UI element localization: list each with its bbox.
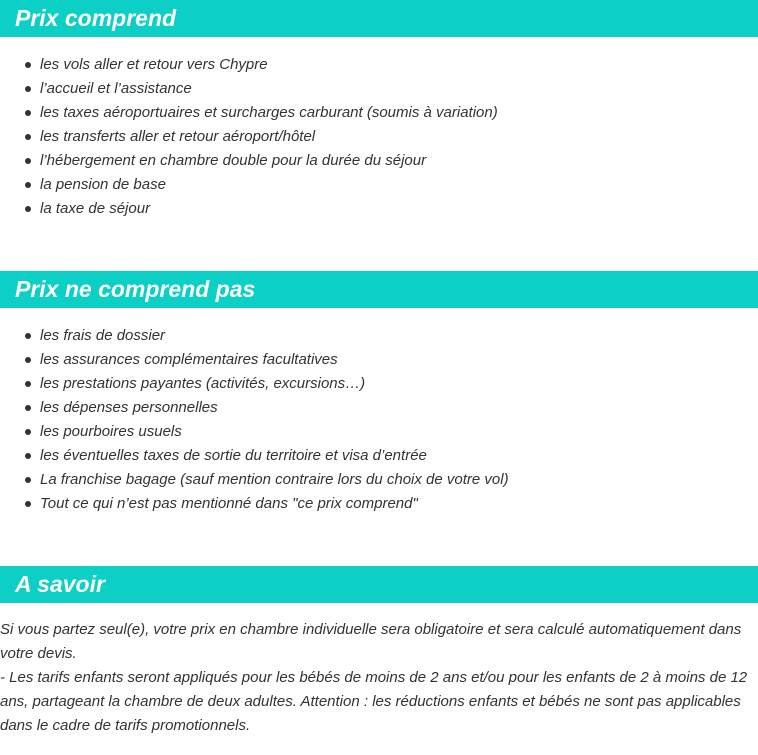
list-item: les taxes aéroportuaires et surcharges carburant (soumis à variation): [0, 101, 498, 125]
section-title-info: A savoir: [0, 566, 758, 603]
list-item: la taxe de séjour: [0, 197, 498, 221]
excluded-list: [0, 324, 509, 516]
section-title-included: Prix comprend: [0, 0, 758, 37]
info-text: [0, 618, 752, 738]
info-paragraph: Si vous partez seul(e), votre prix en chambre individuelle sera obligatoire et sera calculé automatiquement dans votre devis.: [0, 621, 742, 662]
included-list: [0, 53, 498, 221]
section-title-excluded: Prix ne comprend pas: [0, 271, 758, 308]
list-item: La franchise bagage (sauf mention contraire lors du choix de votre vol): [0, 468, 509, 492]
list-item: Tout ce qui n’est pas mentionné dans "ce prix comprend": [0, 492, 509, 516]
list-item: les éventuelles taxes de sortie du territoire et visa d’entrée: [0, 444, 509, 468]
list-item: les transferts aller et retour aéroport/hôtel: [0, 125, 498, 149]
list-item: les assurances complémentaires facultatives: [0, 348, 509, 372]
list-item: les prestations payantes (activités, excursions…): [0, 372, 509, 396]
list-item: les vols aller et retour vers Chypre: [0, 53, 498, 77]
list-item: les dépenses personnelles: [0, 396, 509, 420]
list-item: les frais de dossier: [0, 324, 509, 348]
list-item: la pension de base: [0, 173, 498, 197]
list-item: l’accueil et l’assistance: [0, 77, 498, 101]
list-item: les pourboires usuels: [0, 420, 509, 444]
info-paragraph: - Les tarifs enfants seront appliqués pour les bébés de moins de 2 ans et/ou pour les enfants de 2 à moins de 12 ans, partageant la chambre de deux adultes. Attention : les réductions enfants et bébés ne sont pas applicables dans le cadre de tarifs promotionnels.: [0, 669, 748, 734]
list-item: l’hébergement en chambre double pour la durée du séjour: [0, 149, 498, 173]
